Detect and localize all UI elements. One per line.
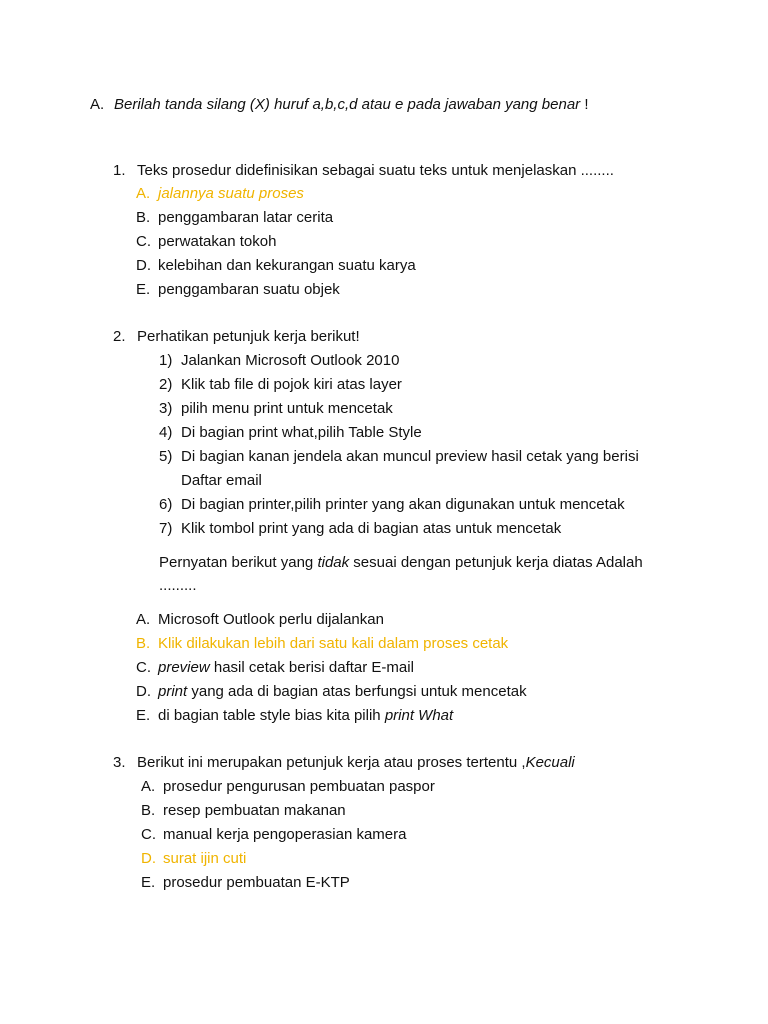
q2-step-6 <box>159 495 625 515</box>
option-text: di bagian table style bias kita pilih <box>158 707 385 724</box>
option-letter: B. <box>136 209 151 226</box>
step-number: 7) <box>159 520 173 537</box>
section-heading <box>90 95 589 115</box>
option-letter: E. <box>136 707 151 724</box>
option-letter: A. <box>136 185 151 202</box>
q2-step-5 <box>159 447 639 467</box>
q2-step-7 <box>159 519 561 539</box>
option-text: hasil cetak berisi daftar E-mail <box>209 659 414 676</box>
step-number: 6) <box>159 496 173 513</box>
option-letter: C. <box>136 659 151 676</box>
section-instruction: Berilah tanda silang (X) huruf a,b,c,d atau e pada jawaban yang benar <box>114 96 581 113</box>
q3-option-a <box>141 777 435 797</box>
step-text-continued: Daftar email <box>181 472 262 489</box>
option-text: kelebihan dan kekurangan suatu karya <box>158 257 416 274</box>
q2-statement <box>159 553 643 573</box>
statement-dots: ......... <box>159 577 197 594</box>
q3-option-b <box>141 801 346 821</box>
q2-option-e <box>136 706 453 726</box>
option-letter: E. <box>141 874 156 891</box>
step-number: 1) <box>159 352 173 369</box>
option-text: manual kerja pengoperasian kamera <box>163 826 407 843</box>
option-letter: B. <box>136 635 151 652</box>
option-text: surat ijin cuti <box>163 850 247 867</box>
statement-italic: tidak <box>317 554 350 571</box>
option-text: jalannya suatu proses <box>158 185 304 202</box>
option-text: perwatakan tokoh <box>158 233 277 250</box>
question-number: 3. <box>113 754 126 771</box>
question-text: Perhatikan petunjuk kerja berikut! <box>137 328 360 345</box>
step-text: Klik tab file di pojok kiri atas layer <box>181 376 402 393</box>
option-text: penggambaran suatu objek <box>158 281 340 298</box>
option-text: penggambaran latar cerita <box>158 209 334 226</box>
option-text: prosedur pengurusan pembuatan paspor <box>163 778 435 795</box>
step-text: Di bagian kanan jendela akan muncul preview hasil cetak yang berisi <box>181 448 639 465</box>
section-instruction-end: ! <box>580 96 589 113</box>
option-text: yang ada di bagian atas berfungsi untuk mencetak <box>187 683 527 700</box>
option-text: Klik dilakukan lebih dari satu kali dalam proses cetak <box>158 635 509 652</box>
question-text: Teks prosedur didefinisikan sebagai suatu teks untuk menjelaskan ........ <box>137 162 614 179</box>
q1-option-a <box>136 184 304 204</box>
q3-option-c <box>141 825 406 845</box>
question-italic: Kecuali <box>525 754 575 771</box>
q2-step-5-continued <box>181 471 262 491</box>
question-1 <box>113 161 614 181</box>
option-italic: preview <box>158 659 210 676</box>
q2-statement-dots <box>159 576 197 596</box>
question-text: Berikut ini merupakan petunjuk kerja atau proses tertentu , <box>137 754 526 771</box>
statement-text-b: sesuai dengan petunjuk kerja diatas Adalah <box>349 554 643 571</box>
statement-text-a: Pernyatan berikut yang <box>159 554 318 571</box>
option-letter: C. <box>136 233 151 250</box>
q1-option-c <box>136 232 276 252</box>
q2-option-d <box>136 682 527 702</box>
step-number: 3) <box>159 400 173 417</box>
q2-option-b <box>136 634 508 654</box>
option-text: Microsoft Outlook perlu dijalankan <box>158 611 384 628</box>
q2-step-4 <box>159 423 422 443</box>
q1-option-d <box>136 256 416 276</box>
option-letter: D. <box>136 683 151 700</box>
step-number: 4) <box>159 424 173 441</box>
question-2 <box>113 327 360 347</box>
step-text: Klik tombol print yang ada di bagian atas untuk mencetak <box>181 520 562 537</box>
q1-option-b <box>136 208 333 228</box>
q3-option-e <box>141 873 350 893</box>
option-text: prosedur pembuatan E-KTP <box>163 874 350 891</box>
question-number: 1. <box>113 162 126 179</box>
option-italic: print <box>158 683 188 700</box>
option-text: resep pembuatan makanan <box>163 802 346 819</box>
option-letter: C. <box>141 826 156 843</box>
q3-option-d <box>141 849 246 869</box>
step-text: Jalankan Microsoft Outlook 2010 <box>181 352 400 369</box>
option-letter: E. <box>136 281 151 298</box>
option-letter: D. <box>141 850 156 867</box>
option-letter: B. <box>141 802 156 819</box>
question-3 <box>113 753 575 773</box>
step-number: 5) <box>159 448 173 465</box>
step-text: Di bagian printer,pilih printer yang akan digunakan untuk mencetak <box>181 496 625 513</box>
q2-step-3 <box>159 399 393 419</box>
q2-option-c <box>136 658 414 678</box>
question-number: 2. <box>113 328 126 345</box>
option-letter: D. <box>136 257 151 274</box>
option-letter: A. <box>136 611 151 628</box>
step-text: Di bagian print what,pilih Table Style <box>181 424 422 441</box>
step-number: 2) <box>159 376 173 393</box>
q2-step-2 <box>159 375 402 395</box>
step-text: pilih menu print untuk mencetak <box>181 400 393 417</box>
q1-option-e <box>136 280 340 300</box>
option-italic: print What <box>384 707 454 724</box>
section-marker: A. <box>90 96 105 113</box>
q2-step-1 <box>159 351 399 371</box>
q2-option-a <box>136 610 384 630</box>
option-letter: A. <box>141 778 156 795</box>
